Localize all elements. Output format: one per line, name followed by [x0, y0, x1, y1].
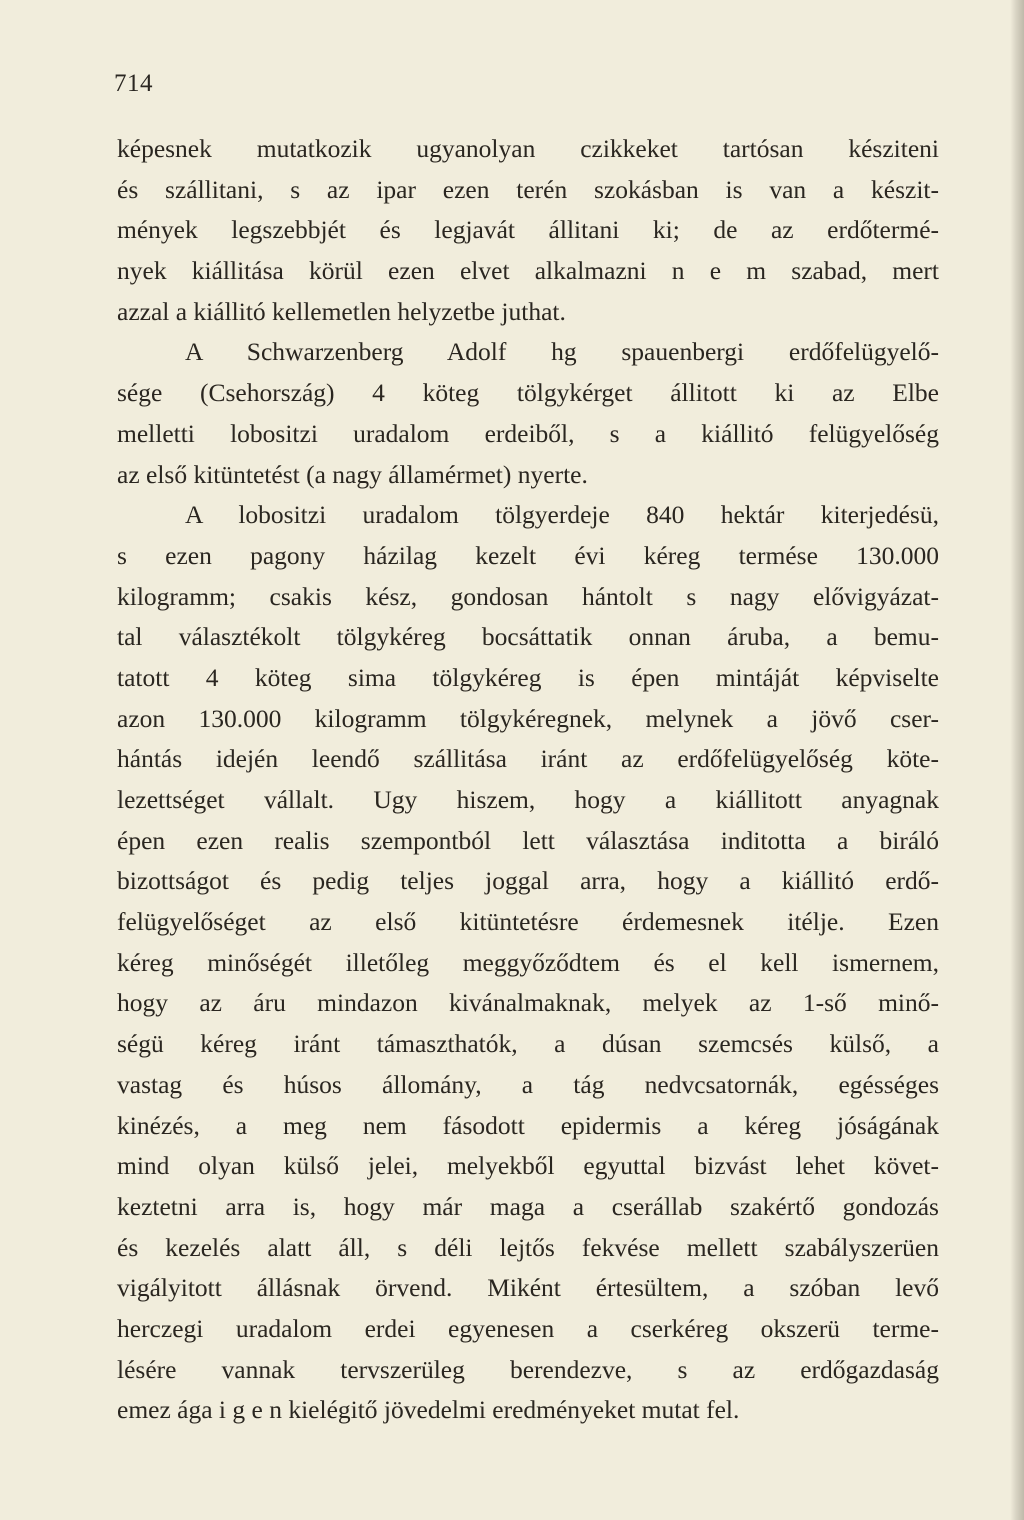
text-line: épen ezen realis szempontból lett választása inditotta a biráló	[117, 825, 939, 855]
text-line: az első kitüntetést (a nagy államérmet) nyerte.	[117, 459, 588, 489]
text-line: ségü kéreg iránt támaszthatók, a dúsan szemcsés külső, a	[117, 1029, 939, 1059]
text-line: azzal a kiállitó kellemetlen helyzetbe juthat.	[117, 296, 566, 326]
text-line: herczegi uradalom erdei egyenesen a cserkéreg okszerü terme-	[117, 1313, 939, 1343]
page-number: 714	[114, 70, 153, 97]
text-line: vastag és húsos állomány, a tág nedvcsatornák, egésséges	[117, 1069, 939, 1099]
text-line: és szállitani, s az ipar ezen terén szokásban is van a készit-	[117, 174, 939, 204]
text-line: azon 130.000 kilogramm tölgykéregnek, melynek a jövő cser-	[117, 703, 939, 733]
text-line: hogy az áru mindazon kivánalmaknak, melyek az 1-ső minő-	[117, 988, 939, 1018]
text-line: lésére vannak tervszerüleg berendezve, s az erdőgazdaság	[117, 1354, 939, 1384]
body-text	[117, 129, 939, 1431]
text-line: sége (Csehország) 4 köteg tölgykérget állitott ki az Elbe	[117, 378, 939, 408]
paragraph-start-line: A Schwarzenberg Adolf hg spauenbergi erdőfelügyelő-	[185, 337, 939, 367]
text-line: mind olyan külső jelei, melyekből egyuttal bizvást lehet követ-	[117, 1151, 939, 1181]
text-line: kinézés, a meg nem fásodott epidermis a kéreg jóságának	[117, 1110, 939, 1140]
text-line: tal választékolt tölgykéreg bocsáttatik onnan áruba, a bemu-	[117, 622, 939, 652]
text-line: kéreg minőségét illetőleg meggyőződtem és el kell ismernem,	[117, 947, 939, 977]
text-line: hántás idején leendő szállitása iránt az erdőfelügyelőség köte-	[117, 744, 939, 774]
text-line: s ezen pagony házilag kezelt évi kéreg termése 130.000	[117, 540, 939, 570]
text-line: melletti lobositzi uradalom erdeiből, s a kiállitó felügyelőség	[117, 418, 939, 448]
paragraph-start-line: A lobositzi uradalom tölgyerdeje 840 hektár kiterjedésü,	[185, 500, 939, 530]
text-line: tatott 4 köteg sima tölgykéreg is épen mintáját képviselte	[117, 662, 939, 692]
text-line: vigályitott állásnak örvend. Miként értesültem, a szóban levő	[117, 1273, 939, 1303]
text-line: képesnek mutatkozik ugyanolyan czikkeket tartósan késziteni	[117, 134, 939, 163]
text-line: nyek kiállitása körül ezen elvet alkalmazni n e m szabad, mert	[117, 256, 939, 286]
text-line: mények legszebbjét és legjavát állitani ki; de az erdőtermé-	[117, 215, 939, 245]
text-line: bizottságot és pedig teljes joggal arra, hogy a kiállitó erdő-	[117, 866, 939, 896]
text-line: lezettséget vállalt. Ugy hiszem, hogy a kiállitott anyagnak	[117, 785, 939, 814]
text-line: felügyelőséget az első kitüntetésre érdemesnek itélje. Ezen	[117, 907, 939, 937]
text-line: és kezelés alatt áll, s déli lejtős fekvése mellett szabályszerüen	[117, 1232, 939, 1262]
text-line: kilogramm; csakis kész, gondosan hántolt s nagy elővigyázat-	[117, 581, 939, 611]
text-line: emez ága i g e n kielégitő jövedelmi eredményeket mutat fel.	[117, 1395, 740, 1425]
text-line: keztetni arra is, hogy már maga a cserállab szakértő gondozás	[117, 1191, 939, 1221]
